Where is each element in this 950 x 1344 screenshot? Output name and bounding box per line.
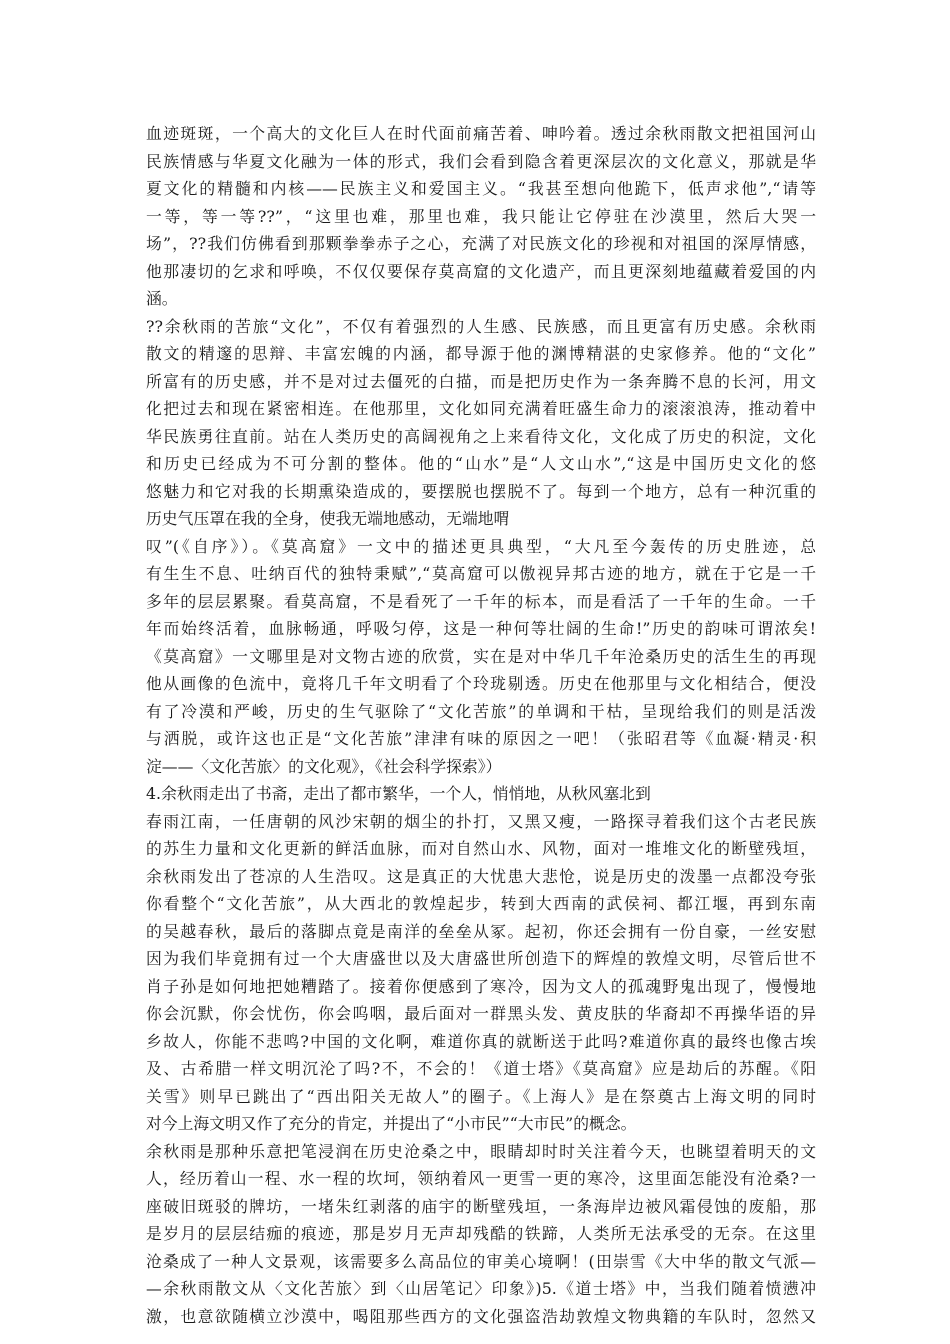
text-line: 夏文化的精髓和内核——民族主义和爱国主义。“我甚至想向他跪下，低声求他”,“请等 [146,179,816,198]
text-line: 历史气压罩在我的全身，使我无端地感动，无端地喟 [146,509,510,528]
text-line: 年而始终活着，血脉畅通，呼吸匀停，这是一种何等壮阔的生命!”历史的韵味可谓浓矣! [146,619,816,638]
text-line: 华民族勇往直前。站在人类历史的高阔视角之上来看待文化，文化成了历史的积淀，文化 [146,426,816,446]
text-line: 叹”(《自序》）。《莫高窟》一文中的描述更具典型，“大凡至今轰传的历史胜迹，总 [146,536,816,556]
text-line: 4.余秋雨走出了书斋，走出了都市繁华，一个人，悄悄地，从秋风塞北到 [146,784,651,803]
text-line: 有生生不息、吐纳百代的独特秉赋”,“莫高窟可以傲视异邦古迹的地方，就在于它是一千 [146,564,816,583]
text-line: 场”，??我们仿佛看到那颗拳拳赤子之心，充满了对民族文化的珍视和对祖国的深厚情感， [146,234,816,253]
text-line: 悠魅力和它对我的长期熏染造成的，要摆脱也摆脱不了。每到一个地方，总有一种沉重的 [146,481,816,501]
text-line: 和历史已经成为不可分割的整体。他的“山水”是“人文山水”,“这是中国历史文化的悠 [146,454,816,473]
text-line: 及、古希腊一样文明沉沦了吗?不，不会的！《道士塔》《莫高窟》应是劫后的苏醒。《阳 [146,1059,816,1078]
text-line: 有了冷漠和严峻，历史的生气驱除了“文化苦旅”的单调和干枯，呈现给我们的则是活泼 [146,701,816,721]
text-line: 他那凄切的乞求和呼唤，不仅仅要保存莫高窟的文化遗产，而且更深刻地蕴藏着爱国的内 [146,261,816,281]
text-line: 座破旧斑驳的牌坊，一堵朱红剥落的庙宇的断壁残垣，一条海岸边被风霜侵蚀的废船，那 [146,1196,816,1216]
text-line: 是岁月的层层结痂的痕迹，那是岁月无声却残酷的铁蹄，人类所无法承受的无奈。在这里 [146,1224,816,1243]
text-line: 血迹斑斑，一个高大的文化巨人在时代面前痛苦着、呻吟着。透过余秋雨散文把祖国河山 [146,124,816,143]
text-line: 的吴越春秋，最后的落脚点竟是南洋的垒垒从冢。起初，你还会拥有一份自豪，一丝安慰 [146,921,816,941]
document-body [146,120,816,1330]
text-line: 因为我们毕竟拥有过一个大唐盛世以及大唐盛世所创造下的辉煌的敦煌文明，尽管后世不 [146,949,816,968]
text-line: 春雨江南，一任唐朝的风沙宋朝的烟尘的扑打，又黑又瘦，一路探寻着我们这个古老民族 [146,811,816,831]
text-line: 人，经历着山一程、水一程的坎坷，领纳着风一更雪一更的寒冷，这里面怎能没有沧桑?一 [146,1169,816,1188]
text-line: 多年的层层累聚。看莫高窟，不是看死了一千年的标本，而是看活了一千年的生命。一千 [146,591,816,611]
text-line: 激，也意欲随横立沙漠中，喝阻那些西方的文化强盗浩劫敦煌文物典籍的车队时，忽然又 [146,1306,816,1326]
text-line: 对今上海文明又作了充分的肯定，并提出了“小市民”“大市民”的概念。 [146,1114,637,1133]
text-line: 淀——〈文化苦旅〉的文化观》，《社会科学探索》） [146,756,502,776]
text-line: 沧桑成了一种人文景观，该需要多么高品位的审美心境啊！(田崇雪《大中华的散文气派— [146,1251,816,1271]
text-line: 你会沉默，你会忧伤，你会呜咽，最后面对一群黑头发、黄皮肤的华裔却不再操华语的异 [146,1004,816,1023]
text-line: 民族情感与华夏文化融为一体的形式，我们会看到隐含着更深层次的文化意义，那就是华 [146,151,816,171]
text-line: 涵。 [146,289,178,308]
text-line: 《莫高窟》一文哪里是对文物古迹的欣赏，实在是对中华几千年沧桑历史的活生生的再现 [146,646,816,666]
text-line: 肖子孙是如何地把她糟踏了。接着你便感到了寒冷，因为文人的孤魂野鬼出现了，慢慢地 [146,976,816,996]
text-line: 的苏生力量和文化更新的鲜活血脉，而对自然山水、风物，面对一堆堆文化的断壁残垣， [146,839,816,858]
text-line: ??余秋雨的苦旅“文化”，不仅有着强烈的人生感、民族感，而且更富有历史感。余秋雨 [146,316,816,336]
text-line: 关雪》则早已跳出了“西出阳关无故人”的圈子。《上海人》是在祭奠古上海文明的同时 [146,1086,816,1106]
text-line: 化把过去和现在紧密相连。在他那里，文化如同充满着旺盛生命力的滚滚浪涛，推动着中 [146,399,816,418]
text-line: 你看整个“文化苦旅”，从大西北的敦煌起步，转到大西南的武侯祠、都江堰，再到东南 [146,894,816,913]
text-line: 余秋雨发出了苍凉的人生浩叹。这是真正的大忧患大悲怆，说是历史的泼墨一点都没夸张 [146,866,816,886]
text-line: 他从画像的色流中，竟将几千年文明看了个玲珑剔透。历史在他那里与文化相结合，便没 [146,674,816,693]
text-line: —余秋雨散文从〈文化苦旅〉到〈山居笔记〉印象》)5.《道士塔》中，当我们随着愤懑冲 [146,1279,816,1298]
text-line: 乡故人，你能不悲鸣?中国的文化啊，难道你真的就断送于此吗?难道你真的最终也像古埃 [146,1031,816,1051]
text-line: 所富有的历史感，并不是对过去僵死的白描，而是把历史作为一条奔腾不息的长河，用文 [146,371,816,391]
text-line: 散文的精邃的思辩、丰富宏魄的内涵，都导源于他的渊博精湛的史家修养。他的“文化” [146,344,816,363]
text-line: 余秋雨是那种乐意把笔浸润在历史沧桑之中，眼睛却时时关注着今天，也眺望着明天的文 [146,1141,816,1161]
text-line: 与洒脱，或许这也正是“文化苦旅”津津有味的原因之一吧！（张昭君等《血凝·精灵·积 [146,729,816,748]
text-line: 一等，等一等??”，“这里也难，那里也难，我只能让它停驻在沙漠里，然后大哭一 [146,206,816,226]
